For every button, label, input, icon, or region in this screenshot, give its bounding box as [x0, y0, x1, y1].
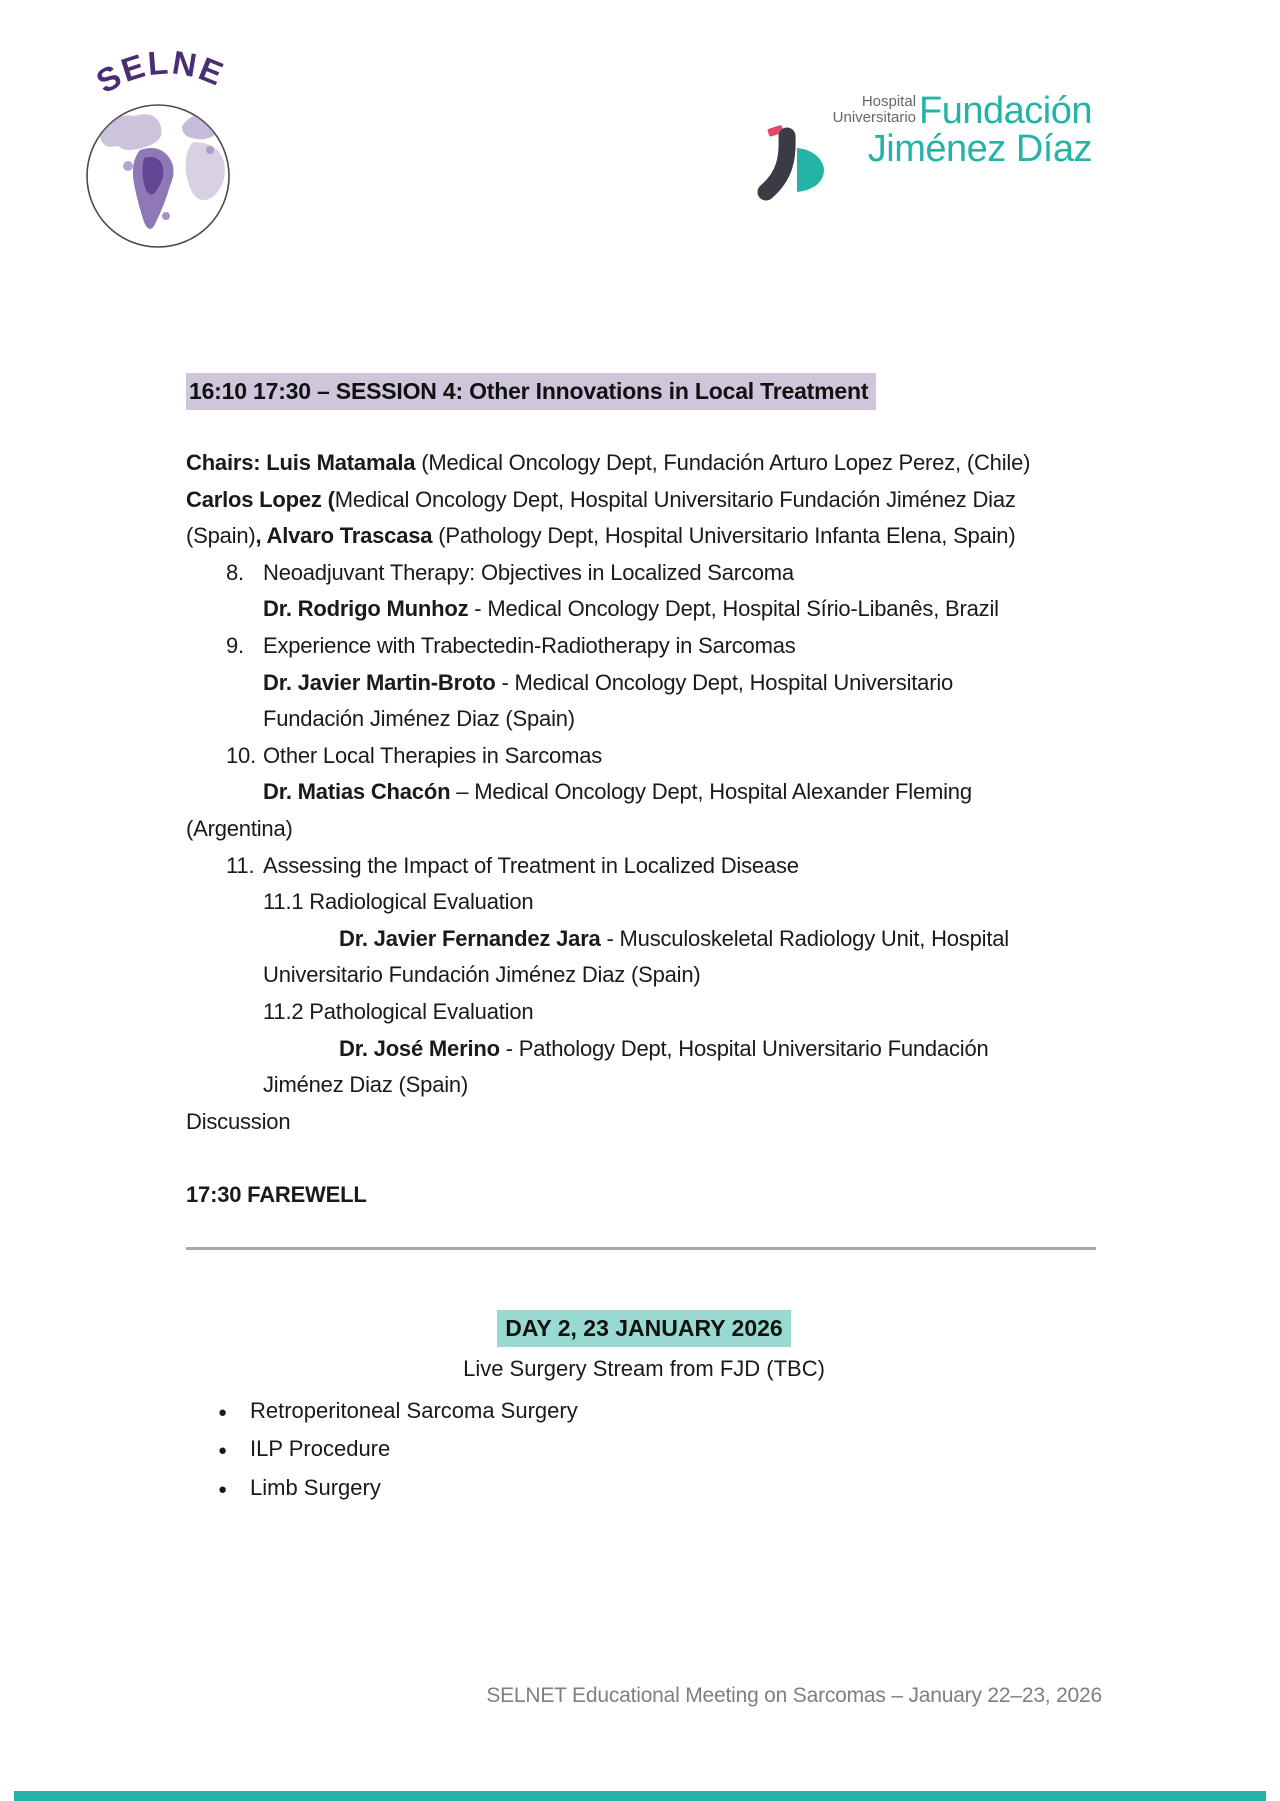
agenda-list	[186, 555, 1102, 1104]
fjd-logo-text	[833, 92, 1092, 168]
bullet-icon: ●	[218, 1403, 228, 1421]
selnet-logo-text: SELNE	[89, 46, 230, 101]
svg-text:SELNET	[82, 46, 230, 100]
farewell-label: 17:30 FAREWELL	[186, 1182, 367, 1208]
agenda-item-10-speaker-cont: (Argentina)	[186, 815, 293, 841]
discussion-label: Discussion	[186, 1108, 291, 1134]
agenda-item-9-speaker-cont: Fundación Jiménez Diaz (Spain)	[263, 706, 575, 732]
chairs-line-3: (Spain), Alvaro Trascasa (Pathology Dept, Hospital Universitario Infanta Elena, Spain)	[186, 523, 1016, 549]
agenda-item-11-1-speaker-cont: Universitario Fundación Jiménez Diaz (Spain)	[263, 962, 701, 988]
fjd-big-line1: Fundación	[919, 90, 1092, 132]
bullet-icon: ●	[218, 1481, 228, 1499]
agenda-item-11-1-title: 11.1 Radiological Evaluation	[263, 889, 534, 915]
chairs-line-2: Carlos Lopez (Medical Oncology Dept, Hospital Universitario Fundación Jiménez Diaz	[186, 486, 1016, 512]
jd-icon	[754, 124, 828, 213]
fjd-big-line2: Jiménez Díaz	[867, 128, 1092, 170]
session4-header: 16:10 17:30 – SESSION 4: Other Innovations in Local Treatment	[186, 373, 876, 410]
fjd-small-line2: Universitario	[832, 109, 917, 126]
day2-bullet-list	[186, 1393, 1102, 1509]
chairs-block	[186, 445, 1102, 555]
section-divider	[186, 1247, 1096, 1250]
list-item: ● Limb Surgery	[186, 1470, 1102, 1509]
globe-icon	[82, 46, 242, 256]
agenda-item-8-title: 8. Neoadjuvant Therapy: Objectives in Localized Sarcoma	[226, 559, 794, 585]
day2-subtitle: Live Surgery Stream from FJD (TBC)	[463, 1355, 825, 1381]
list-item: ● Retroperitoneal Sarcoma Surgery	[186, 1393, 1102, 1432]
fjd-logo	[752, 92, 1092, 212]
bottom-accent-bar	[14, 1791, 1266, 1801]
agenda-item-11-2-title: 11.2 Pathological Evaluation	[263, 998, 534, 1024]
selnet-logo	[82, 46, 242, 256]
day2-section	[186, 1310, 1102, 1391]
agenda-item-10-title: 10. Other Local Therapies in Sarcomas	[226, 742, 603, 768]
agenda-item-11-title: 11. Assessing the Impact of Treatment in Localized Disease	[226, 852, 799, 878]
agenda-item-11-2-speaker: Dr. José Merino - Pathology Dept, Hospital Universitario Fundación	[339, 1035, 989, 1061]
agenda-item-11-1-speaker: Dr. Javier Fernandez Jara - Musculoskeletal Radiology Unit, Hospital	[339, 925, 1009, 951]
agenda-item-11-2-speaker-cont: Jiménez Diaz (Spain)	[263, 1072, 469, 1098]
bullet-icon: ●	[218, 1442, 228, 1460]
agenda-item-8-speaker: Dr. Rodrigo Munhoz - Medical Oncology Dept, Hospital Sírio-Libanês, Brazil	[263, 596, 999, 622]
chairs-line-1: Chairs: Luis Matamala (Medical Oncology Dept, Fundación Arturo Lopez Perez, (Chile)	[186, 450, 1031, 475]
footer-note: SELNET Educational Meeting on Sarcomas – January 22–23, 2026	[486, 1684, 1102, 1707]
list-item: ● ILP Procedure	[186, 1431, 1102, 1470]
day2-header: DAY 2, 23 JANUARY 2026	[497, 1310, 790, 1347]
agenda-item-9-speaker: Dr. Javier Martin-Broto - Medical Oncology Dept, Hospital Universitario	[263, 669, 954, 695]
agenda-item-10-speaker: Dr. Matias Chacón – Medical Oncology Dept, Hospital Alexander Fleming	[263, 779, 972, 805]
fjd-small-line1: Hospital	[861, 93, 917, 110]
agenda-content	[186, 373, 1102, 1509]
agenda-item-9-title: 9. Experience with Trabectedin-Radiotherapy in Sarcomas	[226, 632, 796, 658]
